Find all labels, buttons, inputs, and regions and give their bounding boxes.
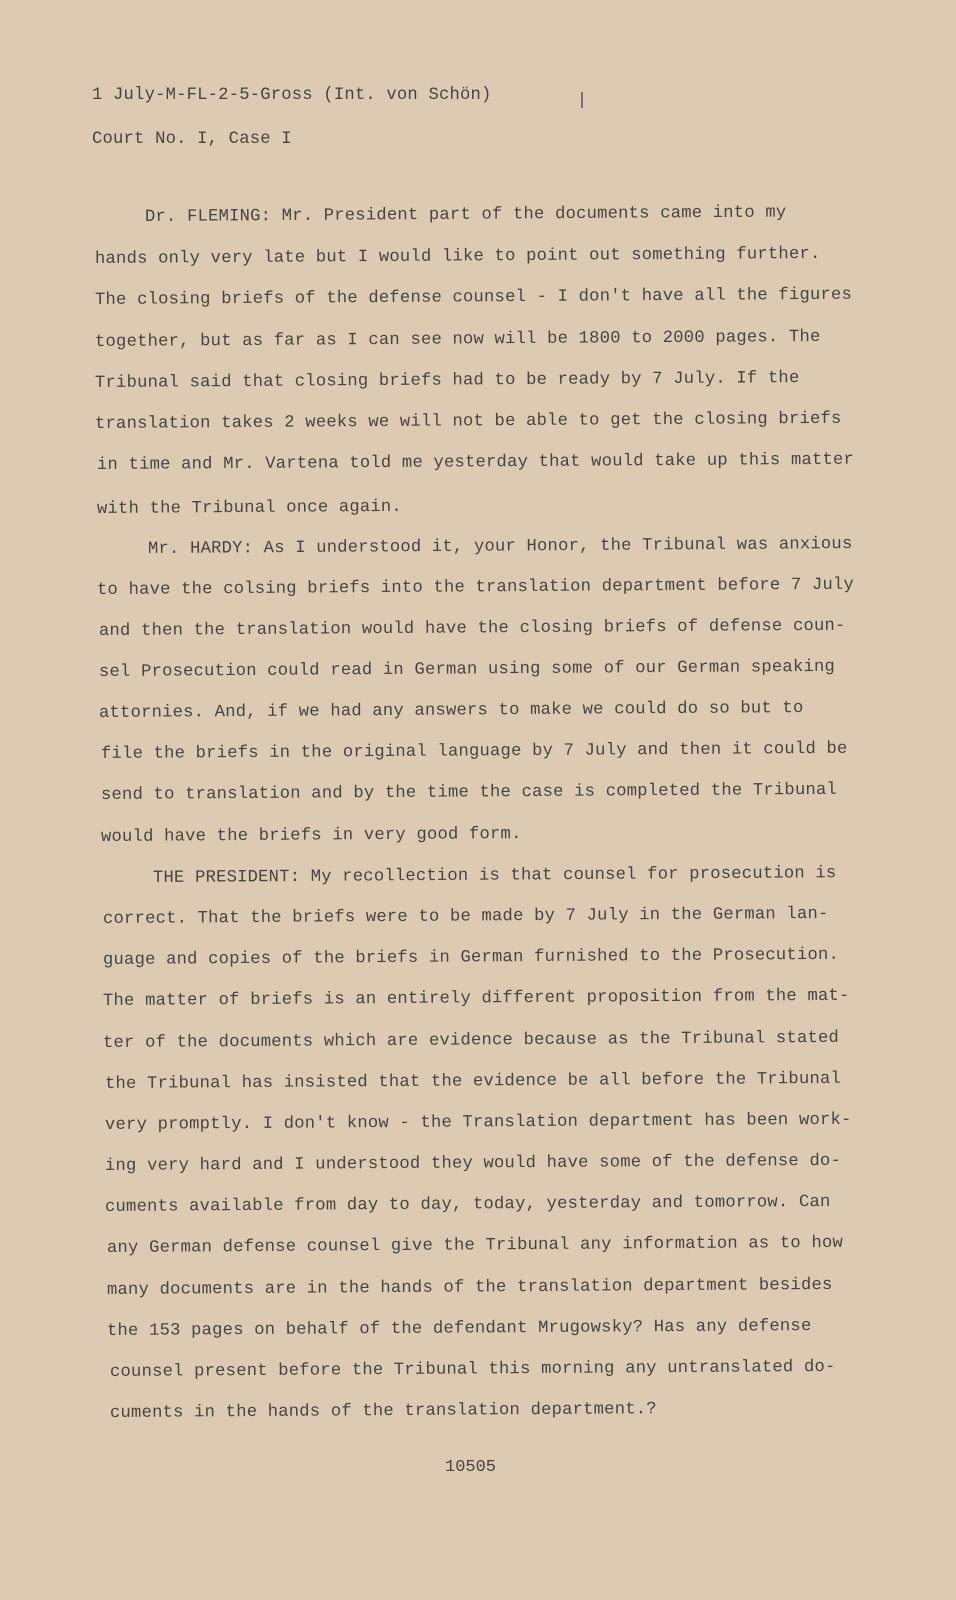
body-line: would have the briefs in very good form. bbox=[100, 825, 522, 847]
body-line: in time and Mr. Vartena told me yesterday that would take up this matter bbox=[96, 450, 855, 475]
header-line-1: 1 July-M-FL-2-5-Gross (Int. von Schön) bbox=[92, 86, 492, 105]
body-line: sel Prosecution could read in German using some of our German speaking bbox=[98, 657, 836, 682]
header-line-2: Court No. I, Case I bbox=[92, 130, 292, 149]
body-line: counsel present before the Tribunal this morning any untranslated do- bbox=[109, 1357, 836, 1382]
body-line: cuments available from day to day, today, yesterday and tomorrow. Can bbox=[104, 1192, 831, 1217]
body-line: to have the colsing briefs into the translation department before 7 July bbox=[96, 575, 855, 600]
body-line: Dr. FLEMING: Mr. President part of the documents came into my bbox=[144, 203, 787, 227]
body-line: any German defense counsel give the Tribunal any information as to how bbox=[106, 1233, 844, 1258]
body-line: ter of the documents which are evidence because as the Tribunal stated bbox=[102, 1028, 840, 1053]
body-line: cuments in the hands of the translation department.? bbox=[109, 1400, 657, 1423]
body-line: Tribunal said that closing briefs had to be ready by 7 July. If the bbox=[94, 369, 800, 393]
body-line: very promptly. I don't know - the Translation department has been work- bbox=[104, 1110, 852, 1135]
body-line: translation takes 2 weeks we will not be able to get the closing briefs bbox=[94, 409, 842, 434]
body-line: many documents are in the hands of the translation department besides bbox=[106, 1275, 833, 1300]
body-line: guage and copies of the briefs in German furnished to the Prosecution. bbox=[102, 945, 840, 970]
body-line: ing very hard and I understood they would have some of the defense do- bbox=[104, 1151, 842, 1176]
body-line: correct. That the briefs were to be made by 7 July in the German lan- bbox=[102, 904, 829, 929]
body-line: the Tribunal has insisted that the evidence be all before the Tribunal bbox=[104, 1069, 842, 1094]
body-line: The closing briefs of the defense counsel - I don't have all the figures bbox=[94, 285, 853, 310]
body-line: THE PRESIDENT: My recollection is that counsel for prosecution is bbox=[152, 864, 837, 888]
page-number: 10505 bbox=[445, 1458, 497, 1477]
body-line: send to translation and by the time the case is completed the Tribunal bbox=[100, 780, 838, 805]
body-line: attornies. And, if we had any answers to make we could do so but to bbox=[98, 699, 804, 723]
body-line: together, but as far as I can see now will be 1800 to 2000 pages. The bbox=[94, 327, 821, 352]
body-line: Mr. HARDY: As I understood it, your Honor, the Tribunal was anxious bbox=[147, 535, 853, 559]
body-line: file the briefs in the original language by 7 July and then it could be bbox=[100, 739, 848, 764]
body-line: the 153 pages on behalf of the defendant Mrugowsky? Has any defense bbox=[106, 1317, 812, 1341]
stray-mark bbox=[581, 92, 583, 108]
body-line: hands only very late but I would like to point out something further. bbox=[94, 244, 821, 269]
body-line: The matter of briefs is an entirely different proposition from the mat- bbox=[102, 986, 850, 1011]
body-line: with the Tribunal once again. bbox=[96, 497, 402, 519]
body-line: and then the translation would have the closing briefs of defense coun- bbox=[98, 616, 846, 641]
